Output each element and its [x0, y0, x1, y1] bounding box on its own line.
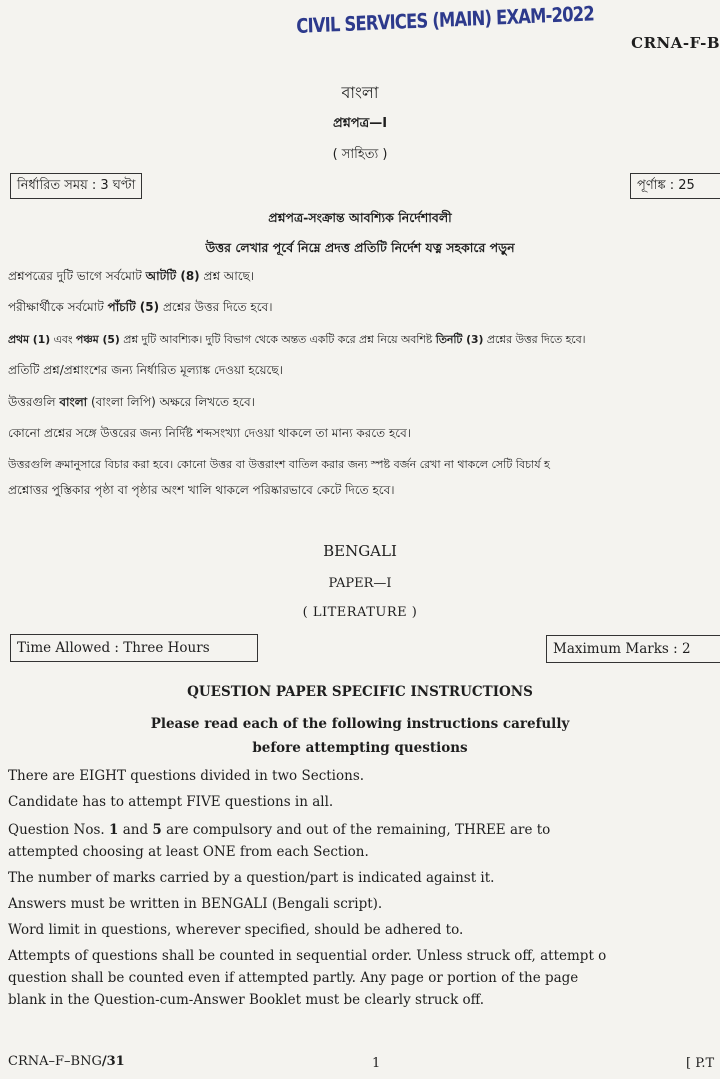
bengali-time-box: নির্ধারিত সময় : 3 ঘণ্টা — [10, 173, 142, 199]
exam-stamp: CIVIL SERVICES (MAIN) EXAM-2022 — [296, 1, 595, 38]
bengali-instruction-4: প্রতিটি প্রশ্ন/প্রশ্নাংশের জন্য নির্ধারিত মূল্যাঙ্ক দেওয়া হয়েছে। — [8, 363, 283, 377]
bengali-marks-box: পূর্ণাঙ্ক : 25 — [630, 173, 720, 199]
bengali-instruction-1: প্রশ্নপত্রের দুটি ভাগে সর্বমোট আটটি (8) প্রশ্ন আছে। — [8, 269, 255, 283]
english-subheading-line-1: Please read each of the following instructions carefully — [150, 716, 570, 732]
english-subheading-line-2: before attempting questions — [252, 740, 468, 756]
english-subject: BENGALI — [323, 542, 397, 560]
english-marks-box: Maximum Marks : 2 — [546, 635, 720, 663]
bengali-subheading: উত্তর লেখার পূর্বে নিম্নে প্রদত্ত প্রতিটি নির্দেশ যত্ন সহকারে পড়ুন — [205, 240, 515, 255]
footer-pto: [ P.T — [686, 1056, 715, 1071]
english-instruction-4: The number of marks carried by a question/part is indicated against it. — [8, 870, 495, 886]
english-instruction-7-line-3: blank in the Question-cum-Answer Booklet must be clearly struck off. — [8, 992, 485, 1008]
bengali-instruction-5: উত্তরগুলি বাংলা (বাংলা লিপি) অক্ষরে লিখতে হবে। — [8, 395, 255, 409]
bengali-paper: প্রশ্নপত্র—I — [332, 116, 388, 131]
english-instruction-6: Word limit in questions, wherever specified, should be adhered to. — [8, 922, 464, 938]
english-instruction-1: There are EIGHT questions divided in two Sections. — [8, 768, 365, 784]
footer-page-number: 1 — [372, 1056, 381, 1071]
english-instruction-2: Candidate has to attempt FIVE questions in all. — [8, 794, 334, 810]
bengali-instruction-2: পরীক্ষার্থীকে সর্বমোট পাঁচটি (5) প্রশ্নের উত্তর দিতে হবে। — [8, 300, 273, 314]
english-instruction-3-line-2: attempted choosing at least ONE from each Section. — [8, 844, 369, 860]
english-type: ( LITERATURE ) — [302, 605, 418, 620]
bengali-instruction-7: উত্তরগুলি ক্রমানুসারে বিচার করা হবে। কোনো উত্তর বা উত্তরাংশ বাতিল করার জন্য স্পষ্ট বর্জন রেখা না থাকলে সেটি বিচার্য হ — [8, 458, 550, 471]
english-instruction-3-line-1: Question Nos. 1 and 5 are compulsory and out of the remaining, THREE are to — [8, 822, 551, 838]
bengali-type: ( সাহিত্য ) — [332, 147, 388, 162]
english-time-box: Time Allowed : Three Hours — [10, 634, 258, 662]
bengali-instruction-8: প্রশ্নোত্তর পুস্তিকার পৃষ্ঠা বা পৃষ্ঠার অংশ খালি থাকলে পরিষ্কারভাবে কেটে দিতে হবে। — [8, 483, 395, 497]
bengali-instruction-6: কোনো প্রশ্নের সঙ্গে উত্তরের জন্য নির্দিষ্ট শব্দসংখ্যা দেওয়া থাকলে তা মান্য করতে হবে। — [8, 426, 412, 440]
english-instruction-5: Answers must be written in BENGALI (Bengali script). — [8, 896, 383, 912]
paper-code-top: CRNA-F-B — [631, 34, 720, 52]
bengali-instruction-3: প্রথম (1) এবং পঞ্চম (5) প্রশ্ন দুটি আবশ্যিক। দুটি বিভাগ থেকে অন্তত একটি করে প্রশ্ন নিয়ে অবশিষ্ট তিনটি (3) প্রশ্নের উত্তর দিতে হবে। — [8, 333, 586, 346]
english-instruction-7-line-1: Attempts of questions shall be counted in sequential order. Unless struck off, attempt o — [8, 948, 607, 964]
bengali-subject: বাংলা — [341, 83, 379, 102]
english-heading: QUESTION PAPER SPECIFIC INSTRUCTIONS — [187, 684, 533, 700]
footer-paper-code: CRNA–F–BNG/31 — [8, 1054, 125, 1069]
english-instruction-7-line-2: question shall be counted even if attempted partly. Any page or portion of the page — [8, 970, 579, 986]
english-paper: PAPER—I — [328, 576, 392, 591]
bengali-heading: প্রশ্নপত্র-সংক্রান্ত আবশ্যিক নির্দেশাবলী — [268, 210, 452, 225]
